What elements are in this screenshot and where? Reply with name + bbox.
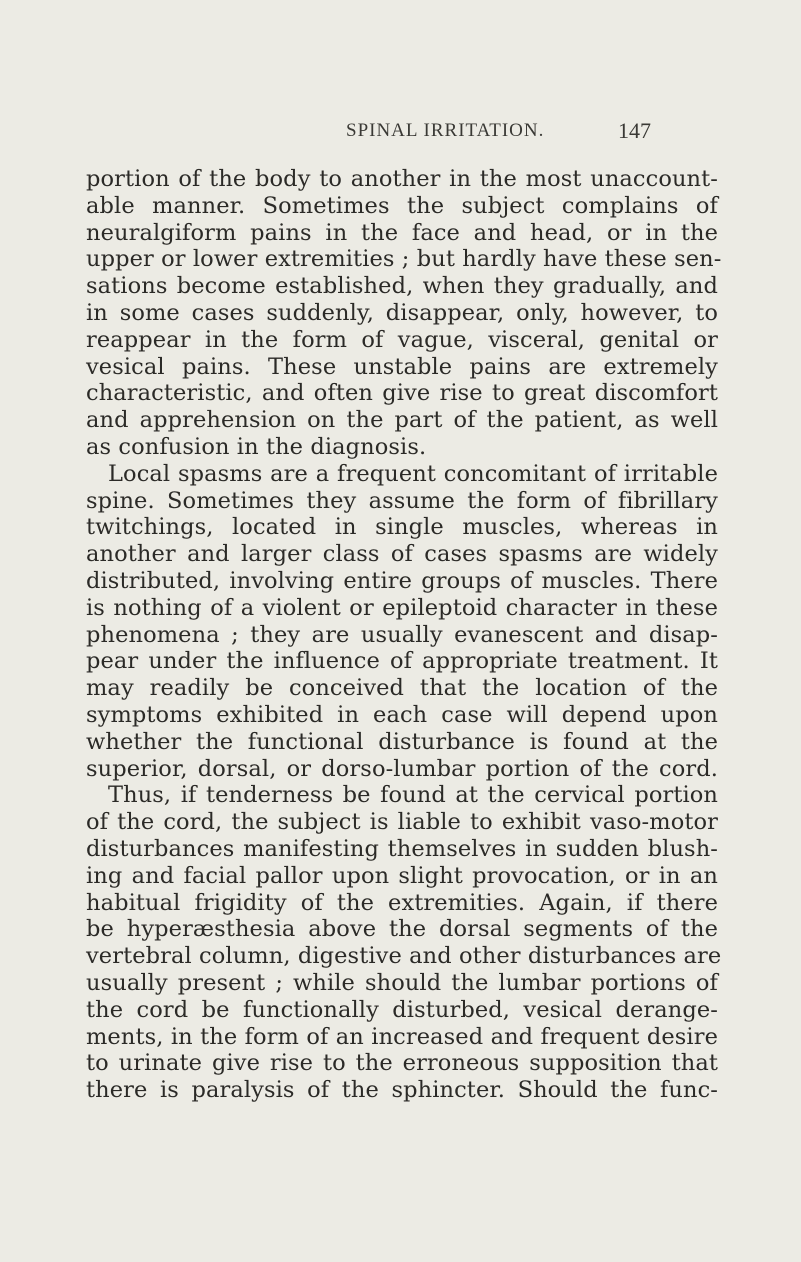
text-line: Thus, if tenderness be found at the cervical portion: [108, 782, 718, 809]
text-line: sations become established, when they gradually, and: [86, 273, 718, 300]
running-head: SPINAL IRRITATION.: [346, 120, 545, 141]
body-text: [86, 166, 722, 1104]
text-line: superior, dorsal, or dorso-lumbar portion of the cord.: [86, 755, 718, 782]
text-line: portion of the body to another in the most unaccount-: [86, 166, 718, 192]
page-header: [0, 114, 801, 154]
text-line: be hyperæsthesia above the dorsal segments of the: [86, 916, 718, 943]
text-line: ments, in the form of an increased and frequent desire: [86, 1023, 718, 1050]
text-line: distributed, involving entire groups of muscles. There: [86, 567, 718, 594]
text-line: habitual frigidity of the extremities. Again, if there: [86, 889, 718, 916]
text-line: and apprehension on the part of the patient, as well: [86, 407, 718, 434]
text-line: of the cord, the subject is liable to exhibit vaso-motor: [86, 809, 718, 836]
text-line: as confusion in the diagnosis.: [86, 433, 427, 460]
text-line: able manner. Sometimes the subject complains of: [86, 192, 718, 219]
text-line: upper or lower extremities ; but hardly have these sen-: [86, 246, 722, 273]
text-line: whether the functional disturbance is found at the: [86, 728, 718, 755]
text-line: may readily be conceived that the location of the: [86, 675, 718, 702]
text-line: to urinate give rise to the erroneous supposition that: [86, 1050, 718, 1077]
text-line: in some cases suddenly, disappear, only, however, to: [86, 299, 718, 326]
text-line: neuralgiform pains in the face and head, or in the: [86, 219, 718, 246]
page-number: 147: [618, 118, 651, 143]
text-line: usually present ; while should the lumbar portions of: [86, 969, 718, 996]
text-line: spine. Sometimes they assume the form of fibrillary: [86, 487, 718, 514]
text-line: the cord be functionally disturbed, vesical derange-: [86, 996, 718, 1023]
text-line: reappear in the form of vague, visceral, genital or: [86, 326, 718, 353]
text-line: twitchings, located in single muscles, whereas in: [86, 514, 718, 541]
text-line: there is paralysis of the sphincter. Should the func-: [86, 1077, 718, 1104]
text-line: pear under the influence of appropriate treatment. It: [86, 648, 718, 675]
text-line: characteristic, and often give rise to great discomfort: [86, 380, 718, 407]
text-line: disturbances manifesting themselves in sudden blush-: [86, 835, 718, 862]
text-line: another and larger class of cases spasms are widely: [86, 541, 718, 568]
text-line: phenomena ; they are usually evanescent and disap-: [86, 621, 718, 648]
text-line: is nothing of a violent or epileptoid character in these: [86, 594, 718, 621]
text-line: vertebral column, digestive and other disturbances are: [86, 943, 722, 970]
text-line: vesical pains. These unstable pains are extremely: [86, 353, 718, 380]
text-line: Local spasms are a frequent concomitant of irritable: [108, 460, 718, 487]
text-line: symptoms exhibited in each case will depend upon: [86, 701, 718, 728]
text-line: ing and facial pallor upon slight provocation, or in an: [86, 862, 718, 889]
